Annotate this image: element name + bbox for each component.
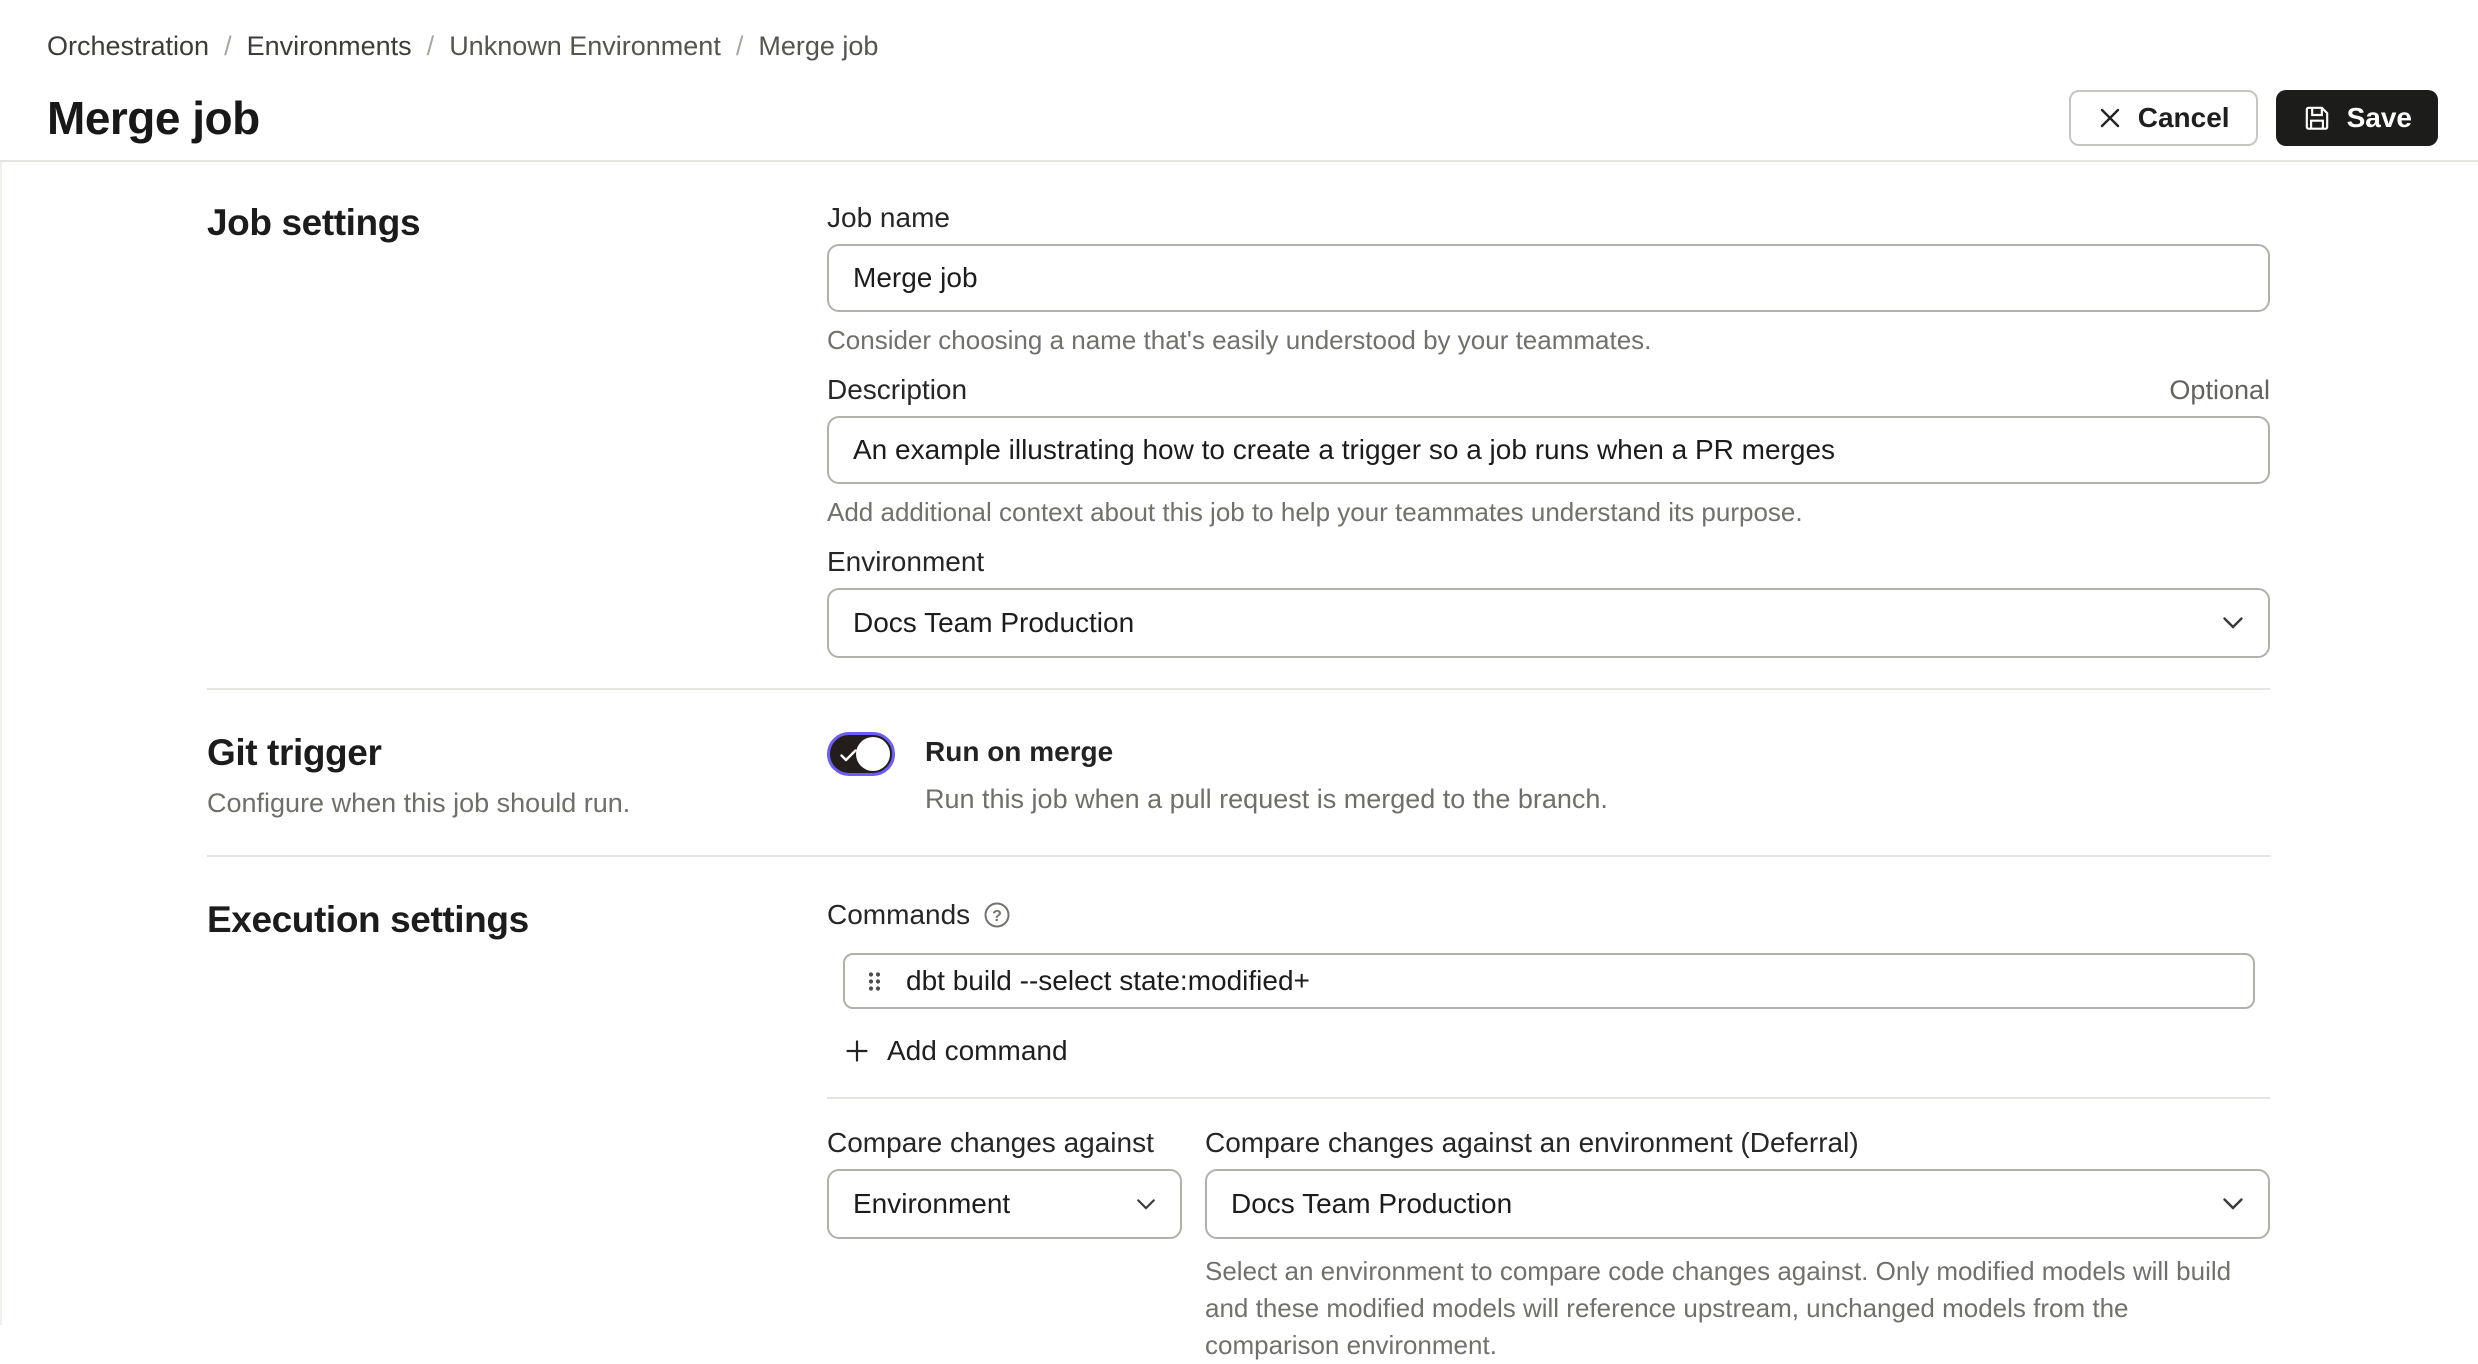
- compare-against-label: Compare changes against: [827, 1127, 1154, 1158]
- compare-against-field-group: [827, 1127, 1182, 1364]
- execution-settings-heading: Execution settings: [207, 899, 529, 940]
- command-text[interactable]: dbt build --select state:modified+: [906, 965, 1310, 996]
- deferral-label: Compare changes against an environment (Deferral): [1205, 1127, 1859, 1158]
- environment-select-value: Docs Team Production: [853, 607, 1135, 638]
- floppy-disk-icon: [2302, 103, 2332, 133]
- breadcrumb: [47, 30, 2438, 62]
- job-name-input[interactable]: [827, 244, 2270, 312]
- description-optional-badge: Optional: [2169, 375, 2270, 405]
- breadcrumb-unknown-environment[interactable]: Unknown Environment: [449, 31, 721, 61]
- description-helper: Add additional context about this job to help your teammates understand its purpose.: [827, 497, 1803, 527]
- chevron-down-icon: [2222, 616, 2244, 630]
- description-input[interactable]: [827, 416, 2270, 484]
- command-row[interactable]: [843, 953, 2255, 1009]
- chevron-down-icon: [2222, 1197, 2244, 1211]
- breadcrumb-separator: /: [224, 31, 232, 61]
- breadcrumb-orchestration[interactable]: Orchestration: [47, 31, 210, 61]
- job-name-field-group: [827, 202, 2270, 356]
- section-job-settings: [207, 162, 2270, 688]
- deferral-select-value: Docs Team Production: [1231, 1188, 1513, 1219]
- deferral-helper: Select an environment to compare code changes against. Only modified models will build and these modified models will reference upstream, unchanged models from the comparison environment.: [1205, 1256, 2232, 1360]
- environment-select[interactable]: [827, 588, 2270, 658]
- git-trigger-heading: Git trigger: [207, 732, 382, 773]
- breadcrumb-merge-job: Merge job: [758, 31, 879, 61]
- job-settings-form: [0, 162, 2478, 1360]
- add-command-label: Add command: [887, 1035, 1068, 1066]
- page-title: Merge job: [47, 92, 260, 144]
- breadcrumb-separator: /: [426, 31, 435, 61]
- environment-field-group: [827, 546, 2270, 658]
- svg-text:?: ?: [992, 908, 1003, 925]
- description-label: Description: [827, 374, 968, 405]
- compare-against-select[interactable]: [827, 1169, 1182, 1239]
- add-command-button[interactable]: [843, 1035, 2270, 1067]
- cancel-button[interactable]: [2069, 90, 2258, 146]
- plus-icon: [843, 1037, 871, 1065]
- toggle-knob: [856, 737, 890, 771]
- cancel-button-label: Cancel: [2137, 102, 2230, 133]
- git-trigger-subheading: Configure when this job should run.: [207, 788, 631, 818]
- job-name-label: Job name: [827, 202, 950, 233]
- commands-divider: [827, 1097, 2270, 1099]
- deferral-environment-select[interactable]: [1205, 1169, 2270, 1239]
- breadcrumb-separator: /: [735, 31, 744, 61]
- question-circle-icon[interactable]: [983, 901, 1011, 929]
- save-button[interactable]: [2276, 90, 2438, 146]
- chevron-down-icon: [1136, 1198, 1156, 1211]
- section-execution-settings: [207, 857, 2270, 1364]
- compare-against-select-value: Environment: [853, 1188, 1011, 1219]
- drag-handle-icon[interactable]: [867, 970, 882, 993]
- commands-label: Commands: [827, 899, 971, 930]
- job-settings-heading: Job settings: [207, 202, 421, 243]
- run-on-merge-label: Run on merge: [925, 736, 1114, 767]
- environment-label: Environment: [827, 546, 985, 577]
- run-on-merge-toggle[interactable]: [827, 732, 895, 776]
- section-git-trigger: [207, 690, 2270, 855]
- header-actions: [2069, 90, 2438, 146]
- breadcrumb-environments[interactable]: Environments: [246, 31, 412, 61]
- run-on-merge-description: Run this job when a pull request is merged to the branch.: [925, 784, 1608, 814]
- save-button-label: Save: [2346, 102, 2412, 133]
- deferral-field-group: [1205, 1127, 2270, 1364]
- job-name-helper: Consider choosing a name that's easily understood by your teammates.: [827, 325, 1652, 355]
- description-field-group: [827, 374, 2270, 528]
- page-header: [0, 0, 2478, 160]
- x-icon: [2097, 105, 2123, 131]
